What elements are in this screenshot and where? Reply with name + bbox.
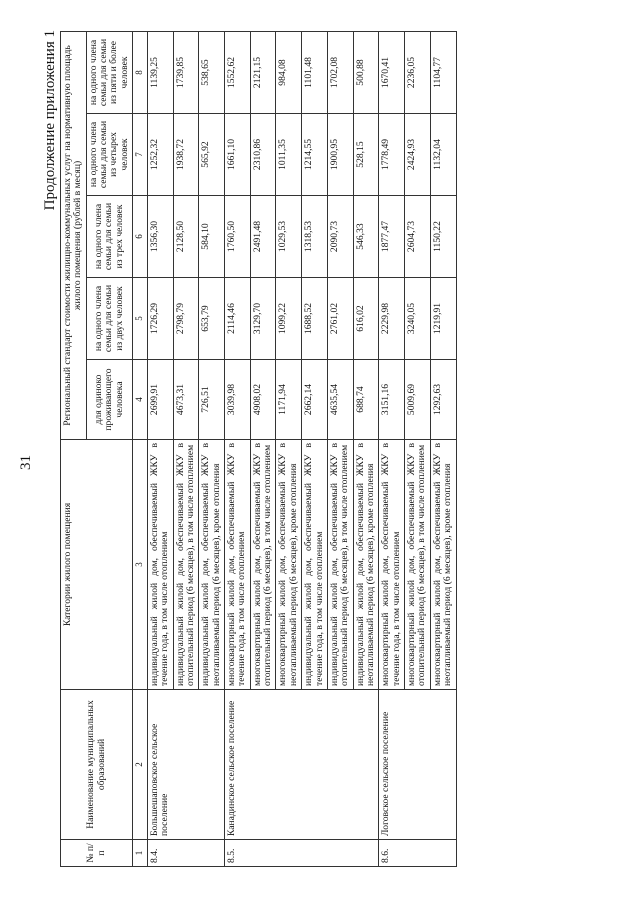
value-cell: 1778,49 [379, 114, 405, 196]
value-cell: 2662,14 [302, 360, 328, 440]
value-cell: 1150,22 [430, 196, 456, 278]
value-cell: 3039,98 [225, 360, 251, 440]
col-index: 7 [133, 114, 148, 196]
value-cell: 1900,95 [327, 114, 353, 196]
value-cell: 1011,35 [276, 114, 302, 196]
value-cell: 1101,48 [302, 31, 328, 113]
value-cell: 1670,41 [379, 31, 405, 113]
value-cell: 2491,48 [250, 196, 276, 278]
housing-category: многоквартирный жилой дом, обеспечиваемый ЖКУ в течение года, в том числе отоплением [225, 440, 251, 690]
value-cell: 3129,70 [250, 278, 276, 360]
value-cell: 2121,15 [250, 31, 276, 113]
municipality-name: Большешаповское сельское поселение [147, 690, 224, 840]
value-cell: 1132,04 [430, 114, 456, 196]
col-index: 3 [133, 440, 148, 690]
value-cell: 2229,98 [379, 278, 405, 360]
value-cell: 2424,93 [405, 114, 431, 196]
value-cell: 653,79 [199, 278, 225, 360]
header-category: Категории жилого помещения [61, 440, 133, 690]
header-row-1 [61, 31, 87, 866]
col-index: 2 [133, 690, 148, 840]
col-index: 6 [133, 196, 148, 278]
value-cell: 1139,25 [147, 31, 173, 113]
housing-category: индивидуальный жилой дом, обеспечиваемый ЖКУ в течение года, в том числе отоплением [302, 440, 328, 690]
value-cell: 726,51 [199, 360, 225, 440]
header-standard: Региональный стандарт стоимости жилищно-коммунальных услуг на нормативную площадь жилого помещения (рублей в месяц) [61, 31, 87, 439]
value-cell: 538,65 [199, 31, 225, 113]
value-cell: 2798,79 [173, 278, 199, 360]
row-number: 8.6. [379, 840, 456, 867]
value-cell: 4908,02 [250, 360, 276, 440]
value-cell: 2128,50 [173, 196, 199, 278]
page-number: 31 [18, 455, 34, 470]
value-cell: 688,74 [353, 360, 379, 440]
table-row [147, 31, 173, 866]
housing-category: индивидуальный жилой дом, обеспечиваемый ЖКУ в отопительный период (6 месяцев), в том числе отоплением [327, 440, 353, 690]
housing-category: индивидуальный жилой дом, обеспечиваемый ЖКУ в течение года, в том числе отоплением [147, 440, 173, 690]
header-name: Наименование муниципальных образований [61, 690, 133, 840]
housing-category: многоквартирный жилой дом, обеспечиваемый ЖКУ в течение года, в том числе отоплением [379, 440, 405, 690]
cost-standard-table [60, 31, 457, 867]
value-cell: 1938,72 [173, 114, 199, 196]
table-row [225, 31, 251, 866]
col-index: 4 [133, 360, 148, 440]
value-cell: 5009,69 [405, 360, 431, 440]
header-sub-2: на одного члена семьи для семьи из двух человек [86, 278, 132, 360]
header-num: № п/п [61, 840, 133, 867]
value-cell: 500,88 [353, 31, 379, 113]
col-index: 1 [133, 840, 148, 867]
value-cell: 4673,31 [173, 360, 199, 440]
value-cell: 2090,73 [327, 196, 353, 278]
value-cell: 2114,46 [225, 278, 251, 360]
housing-category: многоквартирный жилой дом, обеспечиваемый ЖКУ в неотапливаемый период (6 месяцев), кроме отопления [430, 440, 456, 690]
value-cell: 3240,05 [405, 278, 431, 360]
value-cell: 1292,63 [430, 360, 456, 440]
table-row [379, 31, 405, 866]
value-cell: 1029,53 [276, 196, 302, 278]
housing-category: индивидуальный жилой дом, обеспечиваемый ЖКУ в неотапливаемый период (6 месяцев), кроме отопления [199, 440, 225, 690]
value-cell: 1661,10 [225, 114, 251, 196]
value-cell: 1356,30 [147, 196, 173, 278]
value-cell: 1688,52 [302, 278, 328, 360]
value-cell: 1726,29 [147, 278, 173, 360]
value-cell: 3151,16 [379, 360, 405, 440]
value-cell: 1252,32 [147, 114, 173, 196]
housing-category: индивидуальный жилой дом, обеспечиваемый ЖКУ в отопительный период (6 месяцев), в том числе отоплением [173, 440, 199, 690]
value-cell: 1739,85 [173, 31, 199, 113]
value-cell: 1219,91 [430, 278, 456, 360]
value-cell: 2761,02 [327, 278, 353, 360]
header-sub-3: на одного члена семьи для семьи из трех человек [86, 196, 132, 278]
value-cell: 1104,77 [430, 31, 456, 113]
housing-category: многоквартирный жилой дом, обеспечиваемый ЖКУ в неотапливаемый период (6 месяцев), кроме отопления [276, 440, 302, 690]
header-sub-4: на одного члена семьи для семьи из четырех человек [86, 114, 132, 196]
column-index-row [133, 31, 148, 866]
housing-category: многоквартирный жилой дом, обеспечиваемый ЖКУ в отопительный период (6 месяцев), в том числе отоплением [405, 440, 431, 690]
value-cell: 1877,47 [379, 196, 405, 278]
value-cell: 2699,91 [147, 360, 173, 440]
housing-category: индивидуальный жилой дом, обеспечиваемый ЖКУ в неотапливаемый период (6 месяцев), кроме отопления [353, 440, 379, 690]
value-cell: 1214,55 [302, 114, 328, 196]
header-sub-5: на одного члена семьи для семьи из пяти и более человек [86, 31, 132, 113]
value-cell: 546,33 [353, 196, 379, 278]
value-cell: 1552,62 [225, 31, 251, 113]
value-cell: 1099,22 [276, 278, 302, 360]
col-index: 8 [133, 31, 148, 113]
continuation-caption: Продолжение приложения 1 [42, 30, 58, 211]
value-cell: 4635,54 [327, 360, 353, 440]
municipality-name: Канадинское сельское поселение [225, 690, 379, 840]
value-cell: 565,92 [199, 114, 225, 196]
value-cell: 1702,08 [327, 31, 353, 113]
value-cell: 2236,05 [405, 31, 431, 113]
value-cell: 1760,50 [225, 196, 251, 278]
row-number: 8.5. [225, 840, 379, 867]
col-index: 5 [133, 278, 148, 360]
value-cell: 1171,94 [276, 360, 302, 440]
value-cell: 1318,53 [302, 196, 328, 278]
value-cell: 528,15 [353, 114, 379, 196]
municipality-name: Логовское сельское поселение [379, 690, 456, 840]
value-cell: 2604,73 [405, 196, 431, 278]
row-number: 8.4. [147, 840, 224, 867]
value-cell: 584,10 [199, 196, 225, 278]
value-cell: 616,02 [353, 278, 379, 360]
header-sub-1: для одиноко проживающего человека [86, 360, 132, 440]
value-cell: 2310,86 [250, 114, 276, 196]
value-cell: 984,08 [276, 31, 302, 113]
housing-category: многоквартирный жилой дом, обеспечиваемый ЖКУ в отопительный период (6 месяцев), в том числе отоплением [250, 440, 276, 690]
